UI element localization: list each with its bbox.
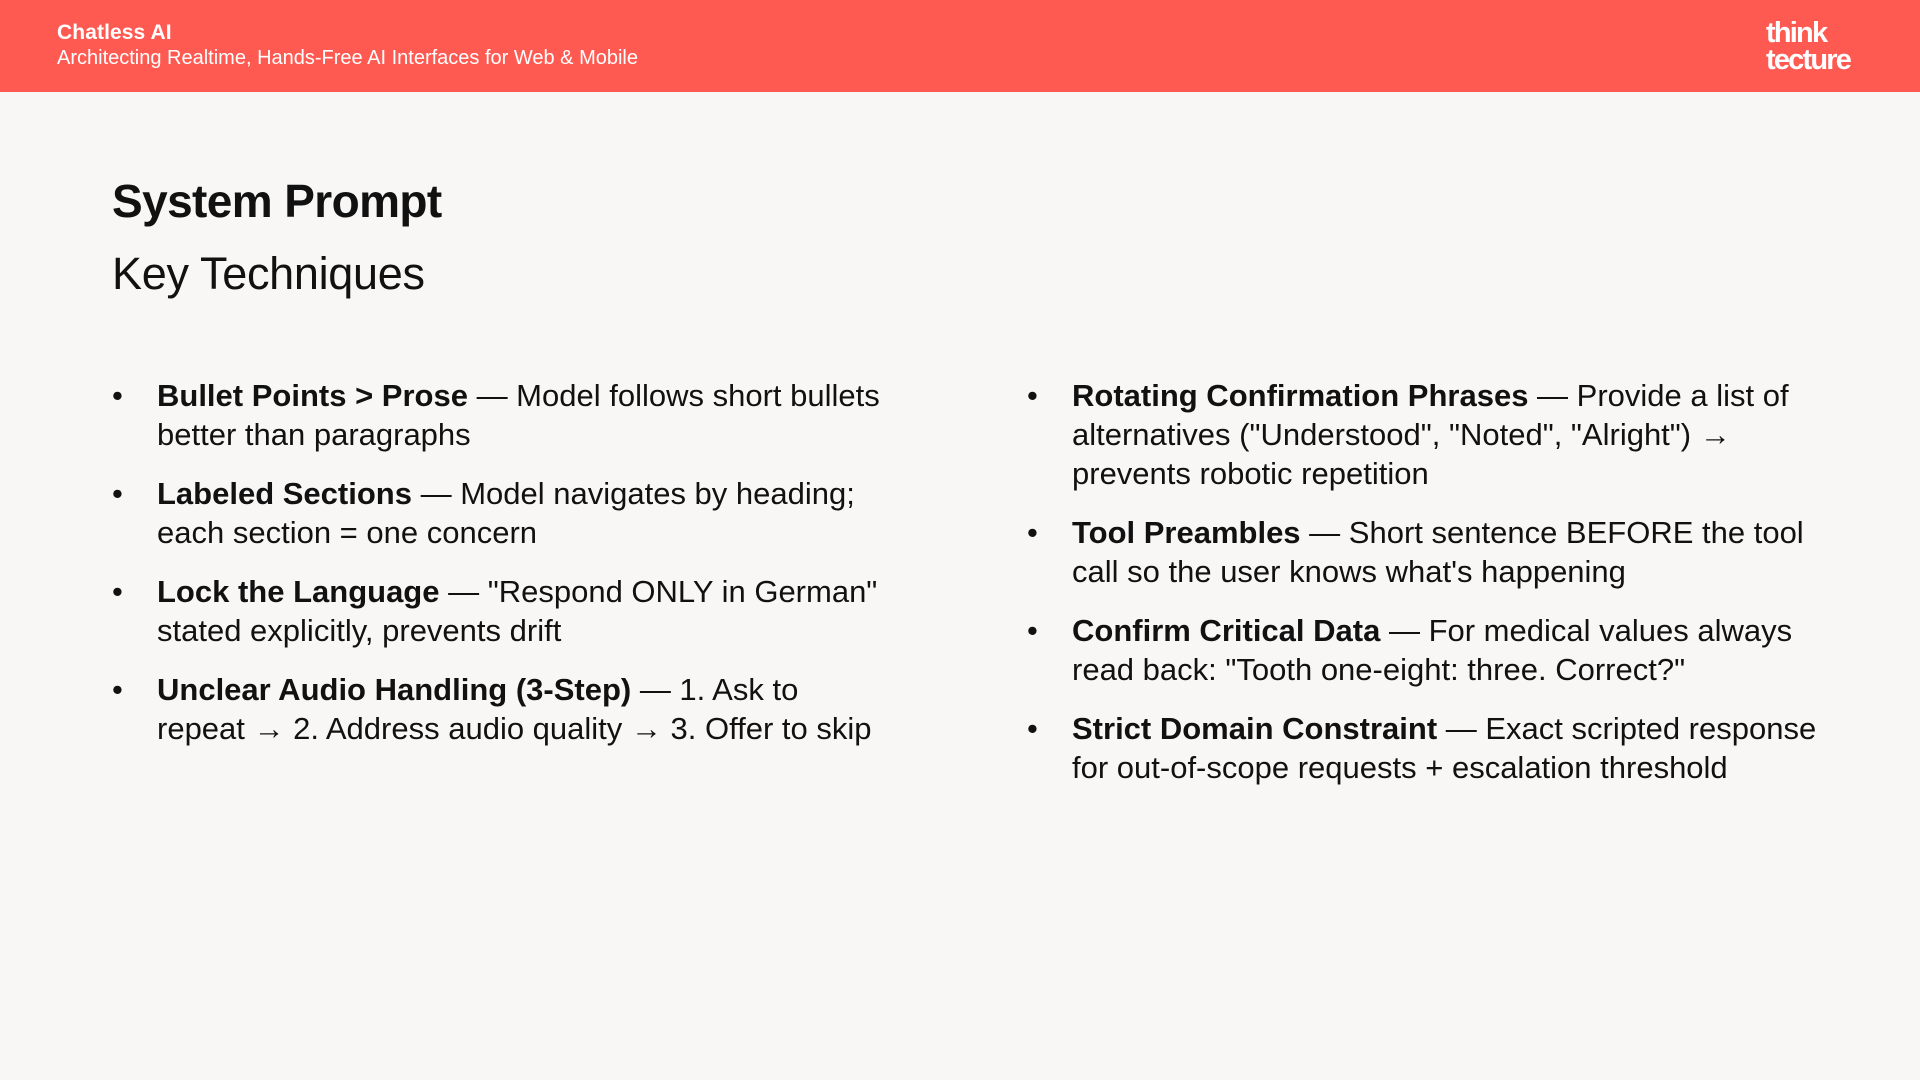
item-heading: Tool Preambles: [1072, 515, 1301, 550]
header-subtitle: Architecting Realtime, Hands-Free AI Interfaces for Web & Mobile: [57, 47, 638, 69]
right-column: [1027, 376, 1817, 807]
item-heading: Rotating Confirmation Phrases: [1072, 378, 1529, 413]
item-heading: Unclear Audio Handling (3-Step): [157, 672, 632, 707]
header-brand: Chatless AI: [57, 21, 172, 44]
right-bullet-list: [1027, 376, 1817, 787]
item-text: — "Respond ONLY in German" stated explicitly, prevents drift: [157, 574, 878, 648]
item-heading: Strict Domain Constraint: [1072, 711, 1438, 746]
bullet-icon: •: [1027, 378, 1038, 413]
left-column: [112, 376, 892, 768]
item-heading: Confirm Critical Data: [1072, 613, 1381, 648]
item-text: — Model navigates by heading; each section = one concern: [157, 476, 855, 550]
list-item: [1027, 709, 1817, 787]
slide-title: System Prompt: [112, 175, 442, 227]
list-item: [112, 572, 892, 650]
bullet-icon: •: [112, 574, 123, 609]
item-heading: Bullet Points > Prose: [157, 378, 468, 413]
bullet-icon: •: [112, 476, 123, 511]
bullet-icon: •: [1027, 515, 1038, 550]
logo-line-1: think: [1766, 17, 1827, 49]
header-bar: [0, 0, 1920, 92]
left-bullet-list: [112, 376, 892, 748]
bullet-icon: •: [112, 378, 123, 413]
list-item: [112, 670, 892, 748]
item-text: — Short sentence BEFORE the tool call so the user knows what's happening: [1072, 515, 1804, 589]
thinktecture-logo: [1766, 17, 1862, 76]
logo-line-2: tecture: [1766, 44, 1851, 76]
item-text: — Model follows short bullets better than paragraphs: [157, 378, 880, 452]
item-text: — Provide a list of alternatives ("Understood", "Noted", "Alright") → prevents robotic repetition: [1072, 378, 1789, 491]
list-item: [1027, 376, 1817, 493]
bullet-icon: •: [1027, 613, 1038, 648]
list-item: [112, 474, 892, 552]
item-text: — Exact scripted response for out-of-scope requests + escalation threshold: [1072, 711, 1817, 785]
slide-subtitle: Key Techniques: [112, 248, 425, 299]
item-heading: Labeled Sections: [157, 476, 412, 511]
list-item: [112, 376, 892, 454]
bullet-icon: •: [112, 672, 123, 707]
list-item: [1027, 513, 1817, 591]
bullet-icon: •: [1027, 711, 1038, 746]
list-item: [1027, 611, 1817, 689]
item-text: — 1. Ask to repeat → 2. Address audio quality → 3. Offer to skip: [157, 672, 872, 746]
item-heading: Lock the Language: [157, 574, 440, 609]
item-text: — For medical values always read back: "Tooth one-eight: three. Correct?": [1072, 613, 1793, 687]
